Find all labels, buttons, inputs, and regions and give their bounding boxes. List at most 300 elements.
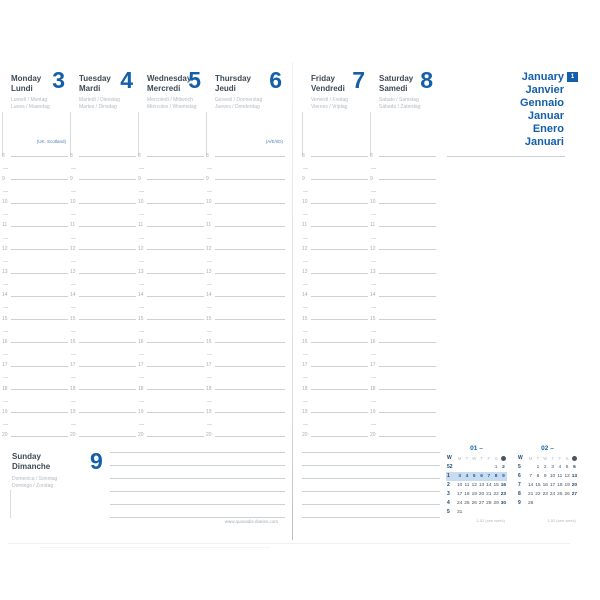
mini-calendar-footnote: 1-52 (see week)	[547, 518, 576, 523]
month-name-1: January	[521, 71, 564, 83]
day-initial-sunday	[500, 454, 507, 463]
hour-line	[79, 203, 136, 204]
notes-line	[302, 491, 440, 492]
day-subnames-saturday	[370, 97, 436, 110]
week-column-header: W	[447, 455, 452, 461]
half-hour-tick	[3, 354, 8, 355]
hour-label: 15	[2, 315, 8, 322]
calendar-day	[492, 508, 499, 517]
calendar-day: 1	[536, 465, 540, 470]
half-hour-tick	[207, 307, 212, 308]
calendar-day: 3	[456, 472, 463, 481]
page-bottom-edge	[8, 543, 570, 544]
day-sub1: Giovedì / Donnerstag	[215, 97, 263, 103]
hour-line	[311, 296, 368, 297]
calendar-day: 11	[464, 483, 470, 488]
day-subnames-monday	[2, 97, 68, 110]
day-column-divider	[2, 112, 3, 156]
hour-line	[379, 319, 436, 320]
hour-label: 10	[302, 199, 308, 206]
hour-line	[215, 296, 285, 297]
hour-line	[147, 436, 204, 437]
hour-label: 14	[2, 292, 8, 299]
half-hour-tick	[303, 261, 308, 262]
hour-label: 18	[138, 385, 144, 392]
hour-line	[147, 249, 204, 250]
day-initial: T	[465, 456, 469, 461]
hour-label: 20	[70, 432, 76, 439]
sunday-number: 9	[90, 448, 103, 474]
calendar-day: 20	[478, 492, 485, 497]
half-hour-tick	[71, 307, 76, 308]
calendar-day: 23	[500, 492, 507, 497]
day-number-friday: 7	[352, 67, 365, 93]
hour-label: 9	[302, 175, 305, 182]
calendar-day: 25	[557, 492, 563, 497]
hour-label: 16	[302, 338, 308, 345]
week-number: 2	[447, 482, 450, 488]
half-hour-tick	[3, 424, 8, 425]
calendar-day	[549, 499, 556, 508]
calendar-day: 18	[557, 483, 563, 488]
week-number: 3	[447, 491, 450, 497]
calendar-day	[534, 499, 541, 508]
day-initial: F	[487, 456, 491, 461]
day-initial: F	[558, 456, 562, 461]
calendar-day: 7	[485, 472, 492, 481]
calendar-day: 13	[478, 483, 485, 488]
hour-line	[379, 179, 436, 180]
half-hour-tick	[71, 377, 76, 378]
hour-line	[215, 366, 285, 367]
hour-line	[147, 273, 204, 274]
half-hour-tick	[139, 191, 144, 192]
hour-label: 9	[138, 175, 141, 182]
hour-label: 18	[302, 385, 308, 392]
calendar-day: 16	[500, 483, 507, 488]
month-index-tab: 1	[567, 72, 578, 82]
half-hour-tick	[371, 284, 376, 285]
calendar-day: 5	[565, 465, 569, 470]
half-hour-tick	[139, 354, 144, 355]
half-hour-tick	[3, 284, 8, 285]
hour-label: 16	[2, 338, 8, 345]
calendar-day: 7	[529, 474, 532, 479]
hour-line	[215, 226, 285, 227]
day-column-divider	[206, 112, 207, 156]
week-number: 1	[446, 472, 456, 481]
half-hour-tick	[303, 354, 308, 355]
holiday-note-thursday: (A/E/I/D)	[265, 139, 283, 144]
day-initial: T	[480, 456, 483, 461]
hour-label: 17	[2, 362, 8, 369]
day-sub2: Lunes / Maandag	[11, 103, 50, 110]
week-column-header: W	[518, 455, 523, 461]
day-header-friday	[302, 60, 368, 156]
day-name-en: Thursday	[215, 74, 252, 83]
day-column-divider	[70, 112, 71, 156]
half-hour-tick	[303, 424, 308, 425]
calendar-day: 2	[543, 465, 547, 470]
hour-line	[11, 436, 68, 437]
week-number: 5	[518, 464, 521, 470]
half-hour-tick	[71, 261, 76, 262]
sunday-disc-icon	[501, 456, 506, 461]
day-subnames-thursday	[206, 97, 285, 110]
hour-line	[11, 342, 68, 343]
hour-label: 14	[138, 292, 144, 299]
left-page	[2, 60, 290, 542]
calendar-day	[556, 499, 563, 508]
week-number: 9	[518, 500, 521, 506]
hour-label: 18	[2, 385, 8, 392]
day-column-divider	[302, 112, 303, 156]
hour-line	[379, 366, 436, 367]
hour-line	[79, 412, 136, 413]
calendar-day	[463, 508, 470, 517]
calendar-day: 28	[486, 501, 492, 506]
calendar-day: 11	[557, 474, 563, 479]
day-sub1: Sabato / Samstag	[379, 97, 419, 103]
hour-label: 15	[70, 315, 76, 322]
calendar-day: 27	[478, 501, 485, 506]
calendar-day: 26	[471, 501, 477, 506]
calendar-day	[542, 499, 549, 508]
hour-label: 20	[206, 432, 212, 439]
hour-line	[147, 342, 204, 343]
hour-line	[311, 342, 368, 343]
hour-label: 10	[70, 199, 76, 206]
calendar-day: 16	[542, 483, 548, 488]
right-page	[298, 60, 578, 542]
week-number: 6	[518, 473, 521, 479]
hour-label: 15	[206, 315, 212, 322]
half-hour-tick	[371, 214, 376, 215]
month-name-3: Gennaio	[519, 97, 564, 109]
calendar-day: 3	[551, 465, 554, 470]
day-initial: S	[494, 456, 498, 461]
day-initial: T	[551, 456, 554, 461]
day-header-tuesday	[70, 60, 136, 156]
notes-line-top	[447, 156, 565, 157]
holiday-note-monday: (UK, Scotland)	[36, 139, 66, 144]
half-hour-tick	[207, 284, 212, 285]
half-hour-tick	[371, 377, 376, 378]
hour-line	[311, 319, 368, 320]
calendar-day: 10	[549, 474, 556, 479]
calendar-day: 8	[536, 474, 540, 479]
day-name-fr: Mardi	[79, 83, 101, 93]
hour-line	[147, 389, 204, 390]
hour-line	[379, 389, 436, 390]
day-number-thursday: 6	[269, 67, 282, 93]
half-hour-tick	[3, 191, 8, 192]
half-hour-tick	[71, 168, 76, 169]
hour-label: 11	[206, 222, 212, 229]
calendar-day: 12	[564, 474, 570, 479]
half-hour-tick	[3, 168, 8, 169]
half-hour-tick	[207, 168, 212, 169]
month-name-4: Januar	[527, 110, 564, 122]
calendar-day	[471, 508, 478, 517]
calendar-day: 6	[573, 465, 576, 470]
hour-label: 8	[70, 152, 73, 159]
calendar-day	[478, 463, 485, 472]
half-hour-tick	[303, 377, 308, 378]
half-hour-tick	[371, 401, 376, 402]
hour-label: 15	[302, 315, 308, 322]
mini-calendar-grid	[446, 454, 507, 517]
mini-calendar-header: 01 –	[470, 445, 483, 452]
hour-label: 13	[2, 269, 8, 275]
month-name-6: Januari	[524, 136, 564, 148]
day-number-monday: 3	[52, 67, 65, 93]
half-hour-tick	[139, 307, 144, 308]
hour-label: 18	[70, 385, 76, 392]
hour-line	[147, 412, 204, 413]
calendar-day: 4	[558, 465, 562, 470]
hour-line	[215, 273, 285, 274]
sunday-line	[110, 478, 285, 479]
hour-label: 12	[206, 245, 212, 252]
day-name-en: Wednesday	[147, 74, 192, 83]
half-hour-tick	[139, 214, 144, 215]
hour-line	[11, 389, 68, 390]
hour-label: 11	[370, 222, 376, 229]
hour-line	[311, 412, 368, 413]
mini-calendar-header: 02 –	[541, 445, 554, 452]
hour-line	[379, 342, 436, 343]
calendar-day	[463, 463, 470, 472]
hour-line	[311, 156, 368, 157]
day-name-fr: Mercredi	[147, 83, 181, 93]
hour-line	[79, 273, 136, 274]
half-hour-tick	[71, 401, 76, 402]
half-hour-tick	[371, 261, 376, 262]
page-bottom-edge-shadow	[40, 547, 270, 548]
hour-label: 17	[302, 362, 308, 369]
calendar-day: 17	[456, 492, 463, 497]
day-initial: S	[565, 456, 569, 461]
mini-calendar-01	[446, 444, 507, 528]
hour-label: 9	[370, 175, 373, 182]
hour-label: 18	[206, 385, 212, 392]
calendar-day: 14	[527, 483, 534, 488]
half-hour-tick	[303, 191, 308, 192]
day-subnames-tuesday	[70, 97, 136, 110]
day-subnames-friday	[302, 97, 368, 110]
hour-label: 16	[138, 338, 144, 345]
hour-label: 20	[302, 432, 308, 439]
hour-line	[379, 436, 436, 437]
half-hour-tick	[303, 238, 308, 239]
calendar-day: 20	[571, 483, 578, 488]
half-hour-tick	[303, 284, 308, 285]
hour-line	[79, 296, 136, 297]
half-hour-tick	[139, 424, 144, 425]
calendar-day: 17	[549, 483, 556, 488]
hour-label: 20	[2, 432, 8, 439]
calendar-day: 21	[486, 492, 492, 497]
day-number-saturday: 8	[420, 67, 433, 93]
day-sub1: Martedì / Dienstag	[79, 97, 120, 103]
hour-line	[11, 319, 68, 320]
hour-label: 19	[206, 408, 212, 415]
calendar-day: 31	[456, 510, 463, 515]
day-name-fr: Lundi	[11, 83, 33, 93]
day-sub1: Venerdì / Freitag	[311, 97, 348, 103]
hour-label: 10	[206, 199, 212, 206]
hour-label: 19	[302, 408, 308, 415]
hour-line	[311, 366, 368, 367]
half-hour-tick	[207, 424, 212, 425]
half-hour-tick	[3, 401, 8, 402]
half-hour-tick	[207, 377, 212, 378]
hour-label: 8	[370, 152, 373, 159]
sunday-line	[110, 504, 285, 505]
day-initial: W	[472, 456, 477, 461]
day-sub2: Jueves / Donderdag	[215, 103, 260, 110]
half-hour-tick	[71, 191, 76, 192]
hour-label: 10	[370, 199, 376, 206]
hour-label: 19	[370, 408, 376, 415]
hour-label: 12	[2, 245, 8, 252]
month-name-2: Janvier	[525, 84, 564, 96]
calendar-day	[471, 463, 478, 472]
hour-label: 16	[70, 338, 76, 345]
page-gutter	[292, 62, 293, 540]
calendar-day: 23	[542, 492, 548, 497]
calendar-day: 8	[492, 472, 499, 481]
hour-line	[147, 319, 204, 320]
mini-calendar-02	[517, 444, 578, 528]
hour-label: 9	[70, 175, 73, 182]
hour-line	[379, 226, 436, 227]
sunday-line	[110, 452, 285, 453]
half-hour-tick	[139, 401, 144, 402]
half-hour-tick	[371, 424, 376, 425]
hour-line	[147, 156, 204, 157]
half-hour-tick	[371, 354, 376, 355]
hour-label: 19	[138, 408, 144, 415]
hour-line	[11, 156, 68, 157]
hour-label: 20	[138, 432, 144, 439]
hour-label: 8	[2, 152, 5, 159]
sunday-line	[110, 517, 285, 518]
calendar-day: 9	[500, 472, 507, 481]
hour-line	[215, 342, 285, 343]
hour-line	[79, 319, 136, 320]
calendar-day: 18	[464, 492, 470, 497]
hour-label: 17	[70, 362, 76, 369]
half-hour-tick	[207, 354, 212, 355]
calendar-day: 5	[471, 472, 478, 481]
calendar-day: 25	[464, 501, 470, 506]
calendar-day: 15	[535, 483, 541, 488]
half-hour-tick	[303, 307, 308, 308]
calendar-day	[485, 463, 492, 472]
half-hour-tick	[3, 377, 8, 378]
sunday-sub2: Domingo / Zondag	[12, 482, 54, 489]
hour-label: 17	[206, 362, 212, 369]
calendar-day: 22	[493, 492, 499, 497]
hour-line	[79, 366, 136, 367]
day-name-fr: Vendredi	[311, 83, 345, 93]
hour-line	[215, 179, 285, 180]
sunday-line	[110, 491, 285, 492]
half-hour-tick	[207, 261, 212, 262]
half-hour-tick	[71, 331, 76, 332]
half-hour-tick	[371, 168, 376, 169]
hour-line	[379, 412, 436, 413]
day-sub2: Viernes / Vrijdag	[311, 103, 348, 110]
calendar-day: 27	[571, 492, 578, 497]
hour-label: 16	[206, 338, 212, 345]
hour-line	[11, 273, 68, 274]
day-name-fr: Samedi	[379, 83, 408, 93]
calendar-day: 14	[486, 483, 492, 488]
calendar-day: 19	[564, 483, 570, 488]
half-hour-tick	[207, 401, 212, 402]
hour-line	[11, 226, 68, 227]
calendar-day	[456, 463, 463, 472]
calendar-day: 9	[543, 474, 547, 479]
half-hour-tick	[71, 214, 76, 215]
calendar-day	[485, 508, 492, 517]
notes-line	[302, 465, 440, 466]
day-initial-sunday	[571, 454, 578, 463]
hour-line	[379, 273, 436, 274]
half-hour-tick	[139, 284, 144, 285]
day-number-tuesday: 4	[120, 67, 133, 93]
hour-line	[379, 156, 436, 157]
hour-line	[215, 436, 285, 437]
half-hour-tick	[207, 238, 212, 239]
day-column-monday	[2, 60, 68, 522]
day-initial: M	[457, 456, 462, 461]
half-hour-tick	[303, 214, 308, 215]
week-number: 4	[447, 500, 450, 506]
hour-line	[79, 342, 136, 343]
hour-line	[215, 203, 285, 204]
half-hour-tick	[3, 238, 8, 239]
hour-line	[11, 179, 68, 180]
calendar-day: 29	[493, 501, 499, 506]
hour-label: 14	[302, 292, 308, 299]
calendar-day: 12	[471, 483, 477, 488]
hour-line	[79, 179, 136, 180]
sunday-disc-icon	[572, 456, 577, 461]
hour-label: 11	[138, 222, 144, 229]
hour-label: 12	[302, 245, 308, 252]
day-initial: M	[528, 456, 533, 461]
sunday-sub1: Domenica / Sonntag	[12, 476, 58, 482]
hour-label: 19	[2, 408, 8, 415]
day-initial: T	[536, 456, 540, 461]
hour-line	[379, 203, 436, 204]
hour-line	[79, 249, 136, 250]
hour-line	[147, 203, 204, 204]
hour-label: 12	[138, 245, 144, 252]
week-number: 52	[447, 464, 453, 470]
hour-line	[79, 436, 136, 437]
notes-line	[302, 452, 440, 453]
hour-line	[311, 179, 368, 180]
week-number: 8	[518, 491, 521, 497]
hour-line	[79, 389, 136, 390]
hour-label: 17	[370, 362, 376, 369]
mini-calendar-grid	[517, 454, 578, 508]
